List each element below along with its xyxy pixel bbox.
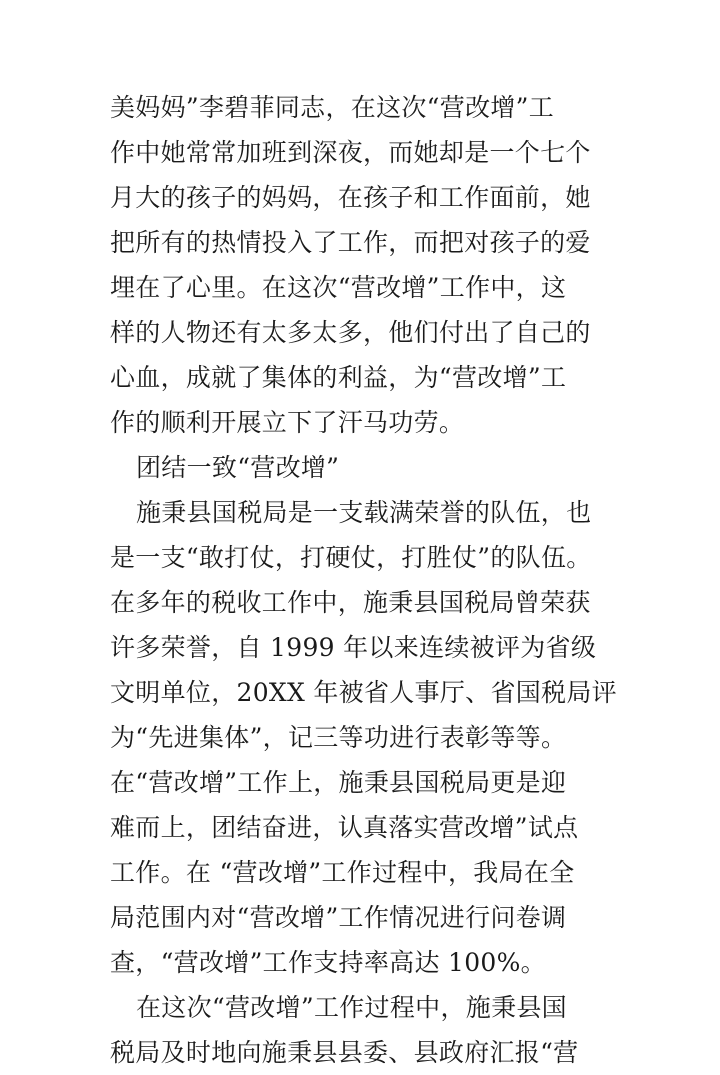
text-line: 美妈妈”李碧菲同志，在这次“营改增”工 [110, 93, 555, 122]
document-body [110, 85, 617, 1075]
text-line: 是一支“敢打仗，打硬仗，打胜仗”的队伍。 [110, 543, 592, 572]
text-line: 局范围内对“营改增”工作情况进行问卷调 [110, 903, 567, 932]
text-line: 在多年的税收工作中，施秉县国税局曾荣获 [110, 588, 591, 617]
text-line: 难而上，团结奋进，认真落实营改增”试点 [110, 813, 579, 842]
text-line: 把所有的热情投入了工作，而把对孩子的爱 [110, 228, 591, 257]
text-line: 作的顺利开展立下了汗马功劳。 [110, 408, 465, 437]
text-line: 在这次“营改增”工作过程中，施秉县国 [136, 993, 567, 1022]
text-line: 税局及时地向施秉县县委、县政府汇报“营 [110, 1038, 579, 1067]
section-heading: 团结一致“营改增” [136, 453, 340, 482]
text-line: 心血，成就了集体的利益，为“营改增”工 [110, 363, 567, 392]
text-line: 作中她常常加班到深夜，而她却是一个七个 [110, 138, 591, 167]
text-line: 月大的孩子的妈妈，在孩子和工作面前，她 [110, 183, 591, 212]
text-line: 埋在了心里。在这次“营改增”工作中，这 [110, 273, 567, 302]
text-line: 许多荣誉，自 1999 年以来连续被评为省级 [110, 633, 597, 662]
text-line: 工作。在 “营改增”工作过程中，我局在全 [110, 858, 575, 887]
text-line: 查，“营改增”工作支持率高达 100%。 [110, 948, 546, 977]
text-line: 在“营改增”工作上，施秉县国税局更是迎 [110, 768, 567, 797]
text-line: 为“先进集体”，记三等功进行表彰等等。 [110, 723, 567, 752]
text-line: 样的人物还有太多太多，他们付出了自己的 [110, 318, 591, 347]
text-line: 施秉县国税局是一支载满荣誉的队伍，也 [136, 498, 592, 527]
text-line: 文明单位，20XX 年被省人事厅、省国税局评 [110, 678, 617, 707]
